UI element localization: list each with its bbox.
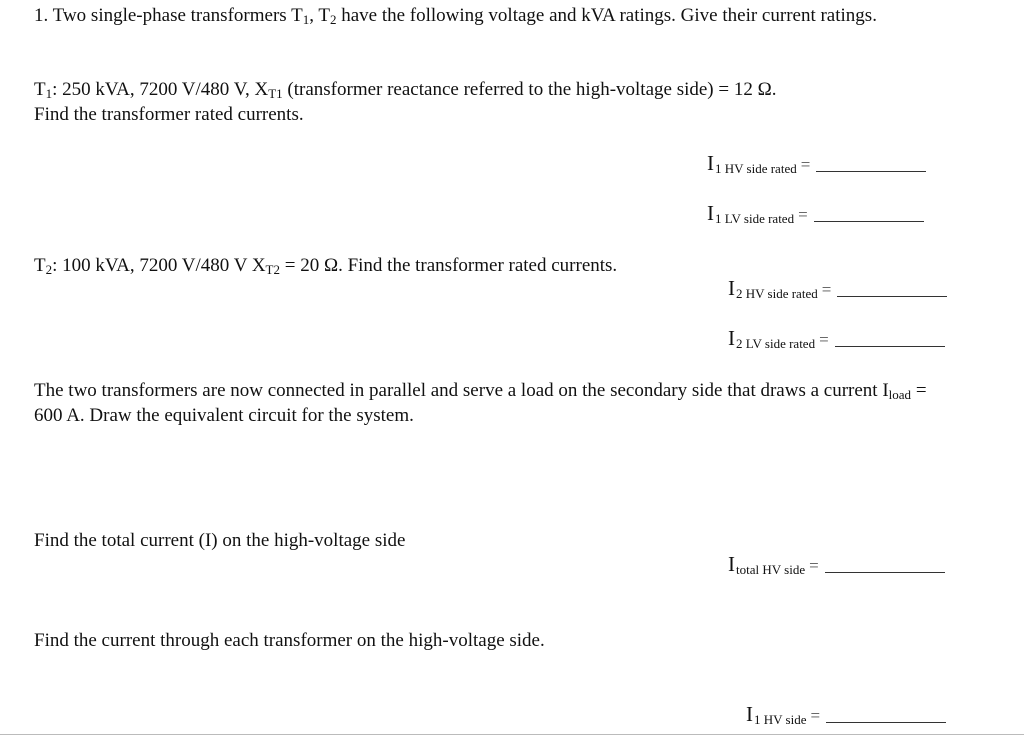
answer-i1-hv-rated <box>707 151 926 176</box>
equals-sign: = <box>821 280 832 299</box>
answer-blank-line[interactable] <box>837 295 947 297</box>
answer-i1-lv-rated <box>707 201 924 226</box>
equals-sign: = <box>798 205 808 224</box>
find-each-text: Find the current through each transformer on the high-voltage side. <box>34 630 545 651</box>
intro-mid: , T <box>309 5 330 26</box>
t2-spec: : 100 kVA, 7200 V/480 V X <box>52 255 266 276</box>
answer-itotal-hv <box>728 552 945 577</box>
answer-i2-hv-rated <box>728 276 947 301</box>
parallel-paragraph <box>34 378 954 428</box>
answer-blank-line[interactable] <box>816 170 926 172</box>
equals-sign: = <box>809 556 819 575</box>
intro-text: Two single-phase transformers T <box>52 5 303 26</box>
answer-symbol: I <box>707 201 714 225</box>
answer-blank-line[interactable] <box>825 571 945 573</box>
t1-spec-paragraph <box>34 77 954 127</box>
find-each-question <box>34 628 545 653</box>
answer-symbol: I <box>728 326 735 350</box>
problem-number: 1. <box>34 5 49 26</box>
answer-i1-hv <box>746 702 946 727</box>
answer-symbol: I <box>707 151 714 175</box>
answer-blank-line[interactable] <box>814 220 924 222</box>
equals-sign: = <box>800 155 811 174</box>
intro-tail: have the following voltage and kVA ratings. Give their current ratings. <box>336 5 877 26</box>
find-total-text: Find the total current (I) on the high-voltage side <box>34 530 406 551</box>
answer-subscript: total HV side <box>736 562 806 577</box>
equals-sign: = <box>810 706 821 725</box>
intro-t1-sub: 1 <box>302 12 310 27</box>
answer-subscript: 1 LV side rated <box>715 211 795 226</box>
t1-spec: : 250 kVA, 7200 V/480 V, X <box>52 79 269 100</box>
answer-blank-line[interactable] <box>835 345 945 347</box>
t2-sub: 2 <box>45 262 53 277</box>
t2-spec-paragraph <box>34 253 954 278</box>
problem-intro <box>34 3 954 28</box>
t1-sub: 1 <box>45 86 53 101</box>
answer-symbol: I <box>728 276 735 300</box>
t1-x-desc: (transformer reactance referred to the high-voltage side) = 12 Ω. <box>282 79 777 100</box>
t1-find: Find the transformer rated currents. <box>34 104 304 125</box>
parallel-text-a: The two transformers are now connected in parallel and serve a load on the secondary side that draws a current I <box>34 380 889 401</box>
load-sub: load <box>888 387 912 402</box>
t1-label: T <box>34 79 46 100</box>
t2-x-sub: T2 <box>265 262 280 277</box>
answer-subscript: 1 HV side rated <box>715 161 797 176</box>
t2-label: T <box>34 255 46 276</box>
answer-subscript: 2 LV side rated <box>736 336 816 351</box>
answer-i2-lv-rated <box>728 326 945 351</box>
page-bottom-edge <box>0 734 1024 735</box>
equals-sign: = <box>819 330 829 349</box>
parallel-text-b: = 600 A. Draw the equivalent circuit for the system. <box>34 380 927 426</box>
find-total-question <box>34 528 405 553</box>
answer-blank-line[interactable] <box>826 721 946 723</box>
t1-x-sub: T1 <box>268 86 283 101</box>
answer-subscript: 1 HV side <box>754 712 807 727</box>
answer-symbol: I <box>746 702 753 726</box>
t2-x-desc: = 20 Ω. Find the transformer rated currents. <box>280 255 618 276</box>
intro-t2-sub: 2 <box>329 12 337 27</box>
answer-subscript: 2 HV side rated <box>736 286 818 301</box>
answer-symbol: I <box>728 552 735 576</box>
